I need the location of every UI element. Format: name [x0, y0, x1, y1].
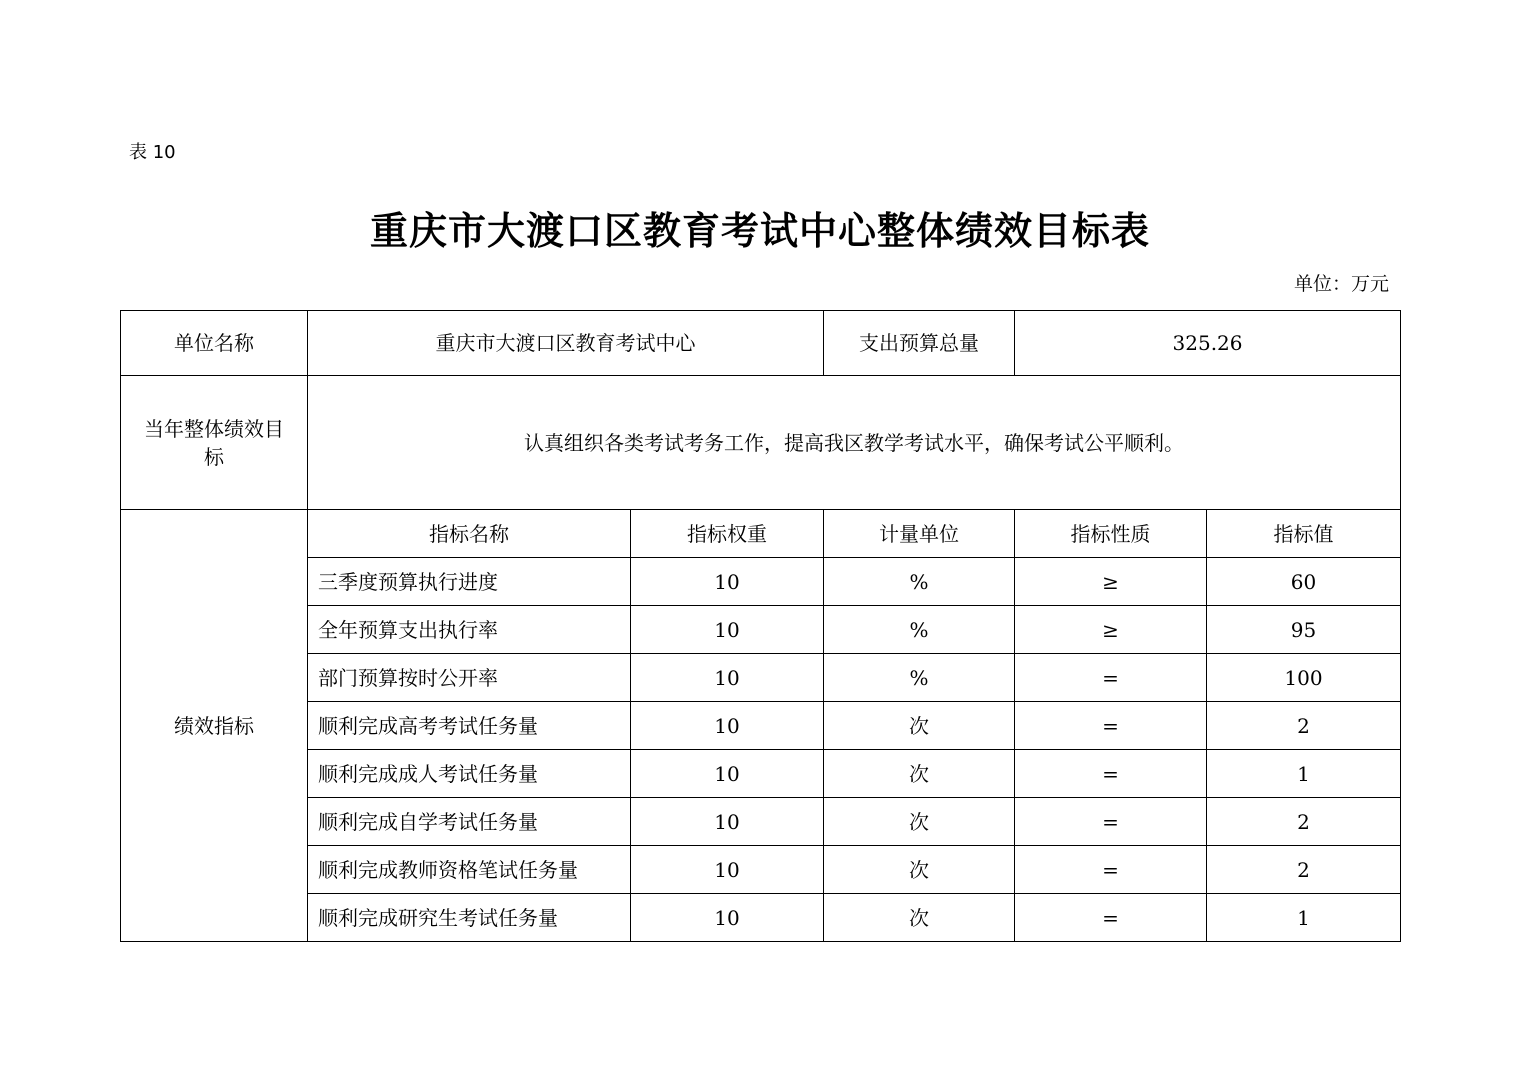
goal-label: 当年整体绩效目标	[121, 376, 308, 510]
table-number-label: 表 10	[129, 142, 176, 163]
performance-table	[120, 310, 1401, 942]
goal-row	[121, 376, 1401, 510]
table-row	[121, 606, 1401, 654]
table-row	[121, 654, 1401, 702]
indicator-name: 顺利完成高考考试任务量	[308, 702, 631, 750]
measure-unit: 次	[824, 846, 1015, 894]
indicator-value: 60	[1207, 558, 1401, 606]
budget-value: 325.26	[1015, 311, 1401, 376]
indicator-value: 95	[1207, 606, 1401, 654]
table-row	[121, 750, 1401, 798]
indicator-value: 2	[1207, 702, 1401, 750]
budget-label: 支出预算总量	[824, 311, 1015, 376]
header-indicator-weight: 指标权重	[631, 510, 824, 558]
indicator-nature: ≥	[1015, 558, 1207, 606]
indicators-section-label: 绩效指标	[121, 510, 308, 942]
indicator-weight: 10	[631, 606, 824, 654]
header-indicator-value: 指标值	[1207, 510, 1401, 558]
measure-unit: 次	[824, 750, 1015, 798]
indicator-weight: 10	[631, 798, 824, 846]
indicator-nature: =	[1015, 750, 1207, 798]
table-row	[121, 798, 1401, 846]
indicator-name: 顺利完成研究生考试任务量	[308, 894, 631, 942]
unit-name-value: 重庆市大渡口区教育考试中心	[308, 311, 824, 376]
unit-note: 单位：万元	[1293, 273, 1389, 295]
measure-unit: 次	[824, 798, 1015, 846]
indicator-weight: 10	[631, 654, 824, 702]
indicator-value: 2	[1207, 798, 1401, 846]
indicator-header-row	[121, 510, 1401, 558]
indicator-nature: =	[1015, 894, 1207, 942]
table-row	[121, 558, 1401, 606]
header-indicator-nature: 指标性质	[1015, 510, 1207, 558]
indicator-name: 全年预算支出执行率	[308, 606, 631, 654]
measure-unit: %	[824, 654, 1015, 702]
indicator-name: 顺利完成成人考试任务量	[308, 750, 631, 798]
indicator-nature: =	[1015, 798, 1207, 846]
table-row	[121, 894, 1401, 942]
indicator-weight: 10	[631, 750, 824, 798]
measure-unit: %	[824, 558, 1015, 606]
measure-unit: 次	[824, 894, 1015, 942]
indicator-nature: ≥	[1015, 606, 1207, 654]
goal-value: 认真组织各类考试考务工作，提高我区教学考试水平，确保考试公平顺利。	[308, 376, 1401, 510]
info-row	[121, 311, 1401, 376]
measure-unit: 次	[824, 702, 1015, 750]
indicator-value: 100	[1207, 654, 1401, 702]
page-title: 重庆市大渡口区教育考试中心整体绩效目标表	[369, 209, 1150, 253]
indicator-weight: 10	[631, 702, 824, 750]
indicator-name: 部门预算按时公开率	[308, 654, 631, 702]
table-row	[121, 702, 1401, 750]
indicator-name: 顺利完成教师资格笔试任务量	[308, 846, 631, 894]
indicator-nature: =	[1015, 702, 1207, 750]
indicator-name: 顺利完成自学考试任务量	[308, 798, 631, 846]
indicator-value: 1	[1207, 750, 1401, 798]
indicator-value: 2	[1207, 846, 1401, 894]
indicator-value: 1	[1207, 894, 1401, 942]
indicator-weight: 10	[631, 894, 824, 942]
table-row	[121, 846, 1401, 894]
indicator-nature: =	[1015, 654, 1207, 702]
indicator-nature: =	[1015, 846, 1207, 894]
indicator-weight: 10	[631, 846, 824, 894]
indicator-name: 三季度预算执行进度	[308, 558, 631, 606]
indicator-weight: 10	[631, 558, 824, 606]
measure-unit: %	[824, 606, 1015, 654]
unit-name-label: 单位名称	[121, 311, 308, 376]
header-measure-unit: 计量单位	[824, 510, 1015, 558]
header-indicator-name: 指标名称	[308, 510, 631, 558]
